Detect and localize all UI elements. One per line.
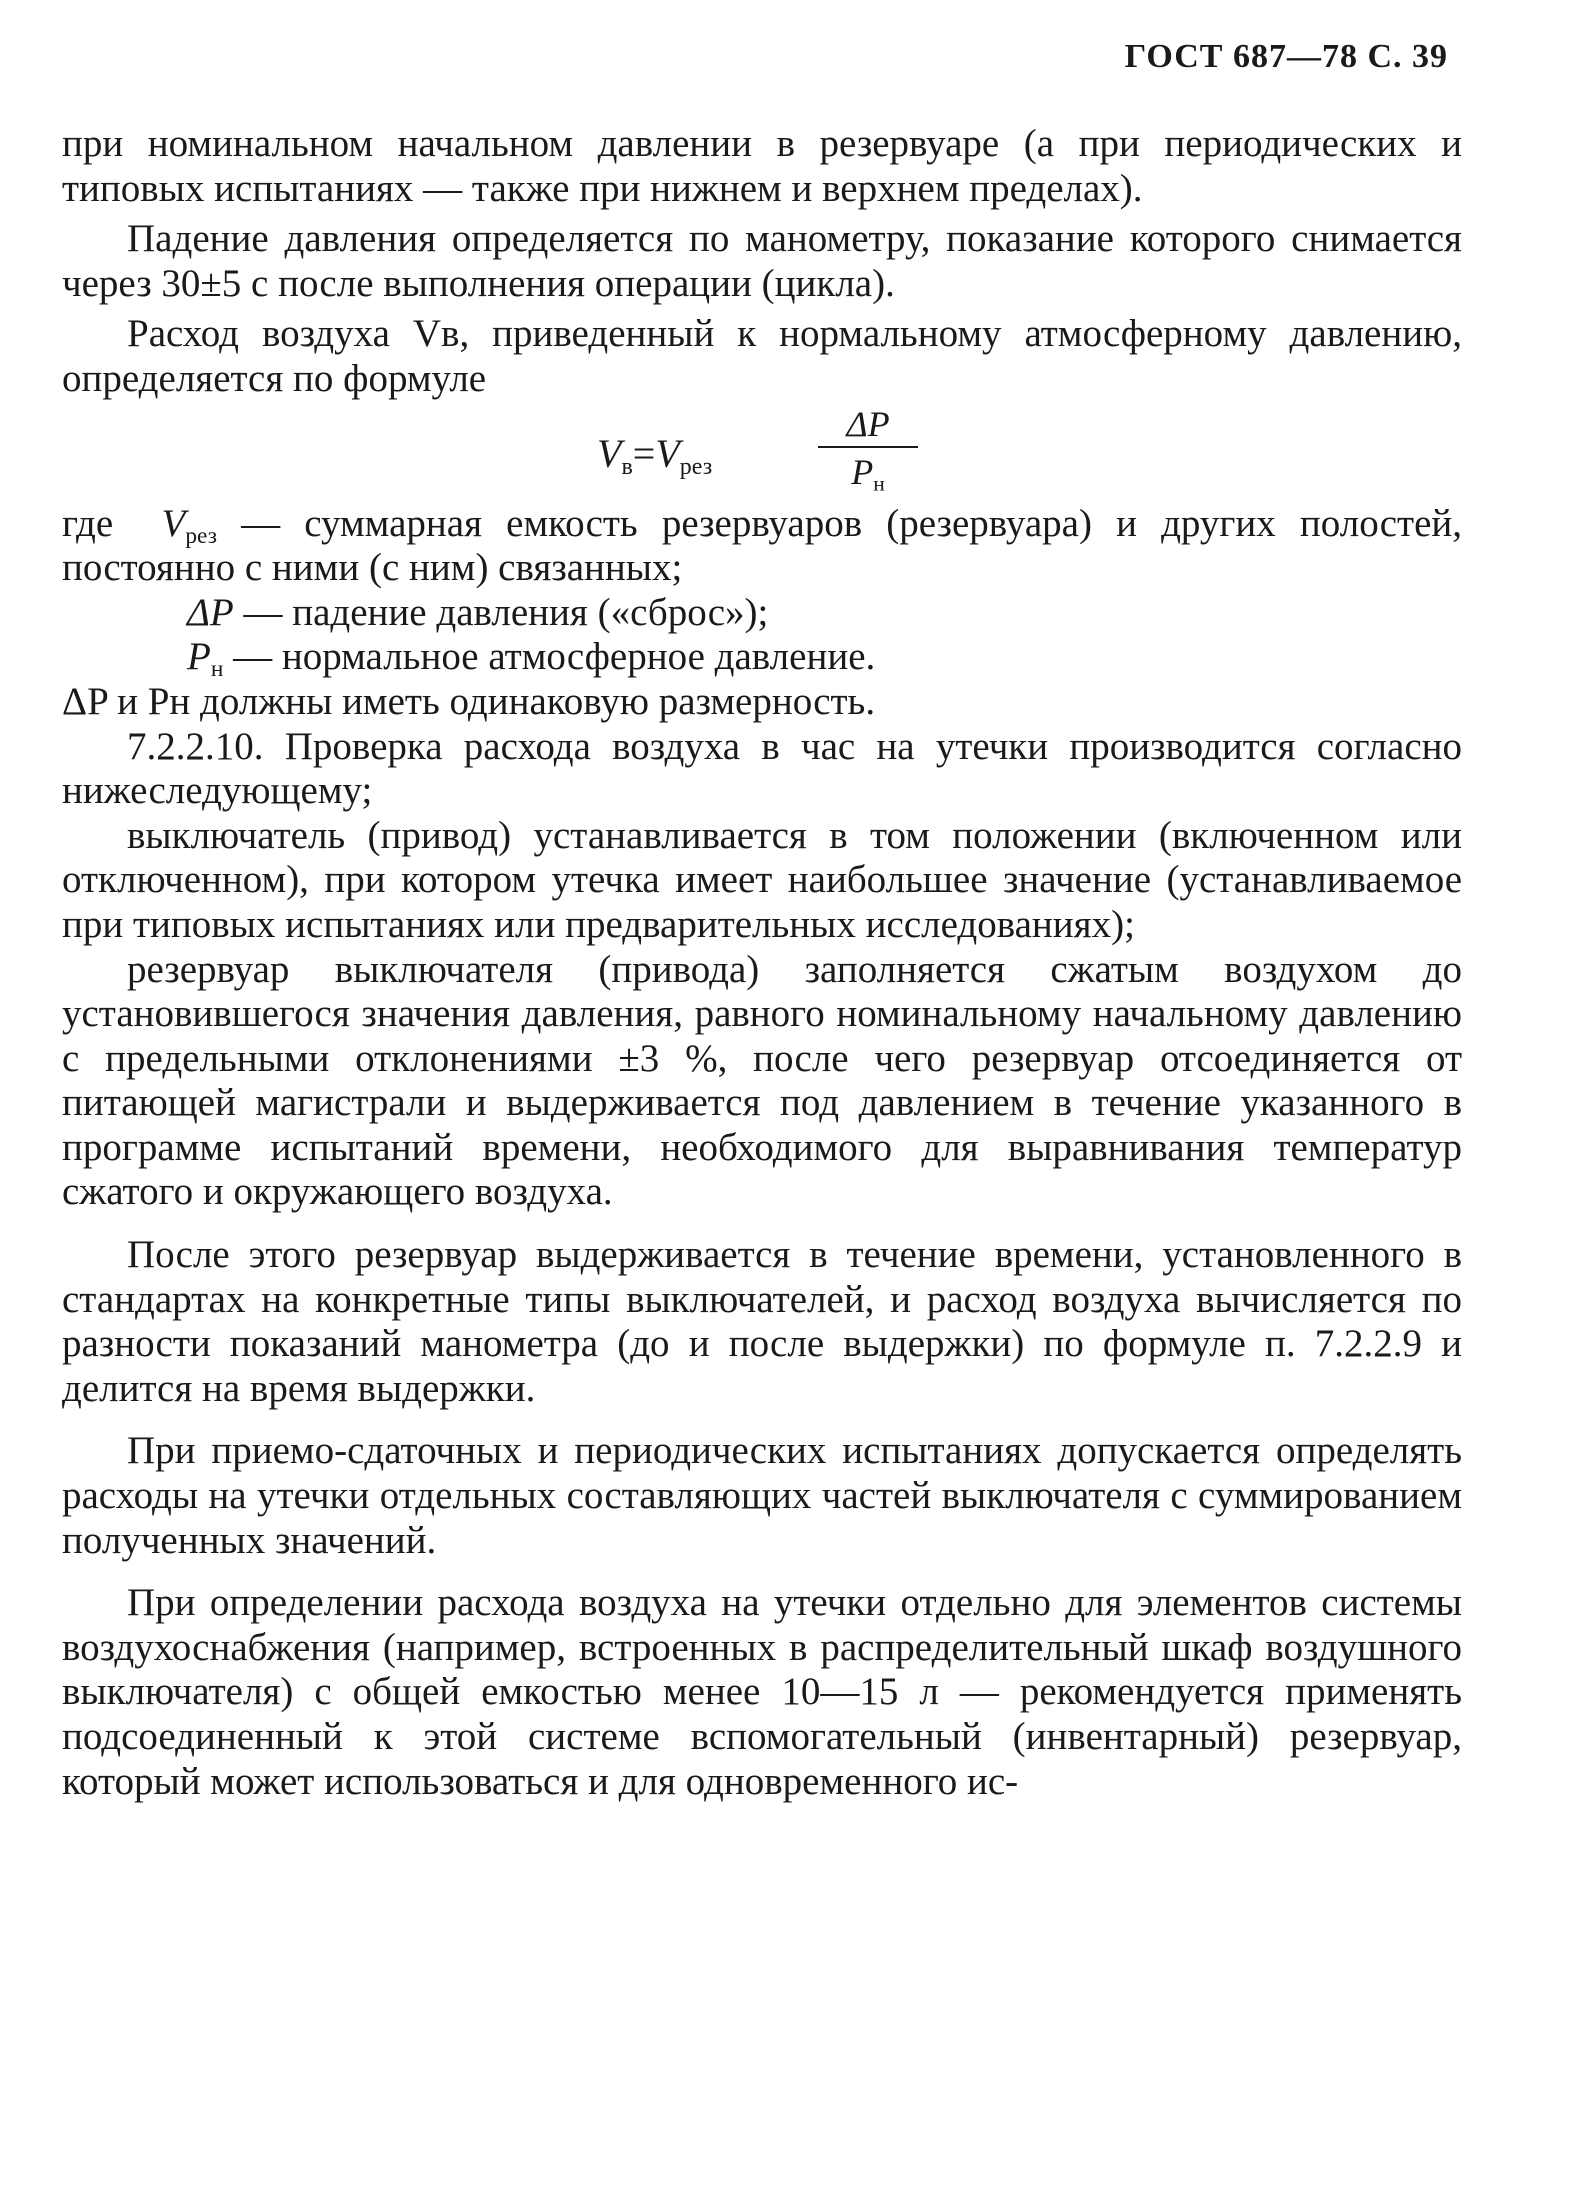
fraction-bar [818, 446, 918, 448]
paragraph-units: ΔP и Pн должны иметь одинаковую размерность. [62, 679, 876, 723]
paragraph-separate-elements: При определении расхода воздуха на утечки отдельно для элементов системы воздухоснабжения (например, встроенных в распределительный шкаф воздушного выключателя) с общей емкостью менее 10—15 л — рекомендуется применять подсоединенный к этой системе вспомогательный (инвентарный) резервуар, который может использоваться и для одновременного ис- [62, 1581, 1462, 1803]
definition-vrez: где $V_{рез}$ — суммарная емкость резервуаров (резервуара) и других полостей, постоянно с ними (с ним) связанных; [62, 501, 1462, 590]
paragraph-7-2-2-10: 7.2.2.10. Проверка расхода воздуха в час на утечки производится согласно нижеследующему; [62, 724, 1462, 813]
formula-fraction [818, 403, 918, 496]
paragraph-switch-position: выключатель (привод) устанавливается в том положении (включенном или отключенном), при котором утечка имеет наибольшее значение (устанавливаемое при типовых испытаниях или предварительных исследованиях); [62, 813, 1462, 946]
formula [62, 402, 1462, 502]
formula-denominator: $P_н$ [851, 451, 885, 496]
definition-pn: $P_н$ — нормальное атмосферное давление. [187, 635, 876, 683]
paragraph-after-hold: После этого резервуар выдерживается в течение времени, установленного в стандартах на конкретные типы выключателей, и расход воздуха вычисляется по разности показаний манометра (до и после выдержки) по формуле п. 7.2.2.9 и делится на время выдержки. [62, 1233, 1462, 1410]
paragraph-air-flow: Расход воздуха Vв, приведенный к нормальному атмосферному давлению, определяется по формуле [62, 312, 1462, 400]
definition-delta-p: ΔP — падение давления («сброс»); [187, 590, 769, 634]
definitions-list [62, 501, 1462, 683]
paragraph-acceptance-tests: При приемо-сдаточных и периодических испытаниях допускается определять расходы на утечки отдельных составляющих частей выключателя с суммированием полученных значений. [62, 1429, 1462, 1562]
page-header: ГОСТ 687—78 С. 39 [1124, 38, 1448, 75]
formula-lhs: $V_в=V_{рез}$ [597, 430, 713, 480]
paragraph-reservoir-fill: резервуар выключателя (привода) заполняется сжатым воздухом до установившегося значения давления, равного номинальному начальному давлению с предельными отклонениями ±3 %, после чего резервуар отсоединяется от питающей магистрали и выдерживается под давлением в течение указанного в программе испытаний времени, необходимого для выравнивания температур сжатого и окружающего воздуха. [62, 947, 1462, 1214]
body-text [62, 122, 1462, 1804]
paragraph-pressure-drop: Падение давления определяется по манометру, показание которого снимается через 30±5 с после выполнения операции (цикла). [62, 217, 1462, 305]
paragraph-continuation: при номинальном начальном давлении в резервуаре (а при периодических и типовых испытаниях — также при нижнем и верхнем пределах). [62, 122, 1462, 210]
formula-numerator: ΔP [846, 403, 890, 444]
